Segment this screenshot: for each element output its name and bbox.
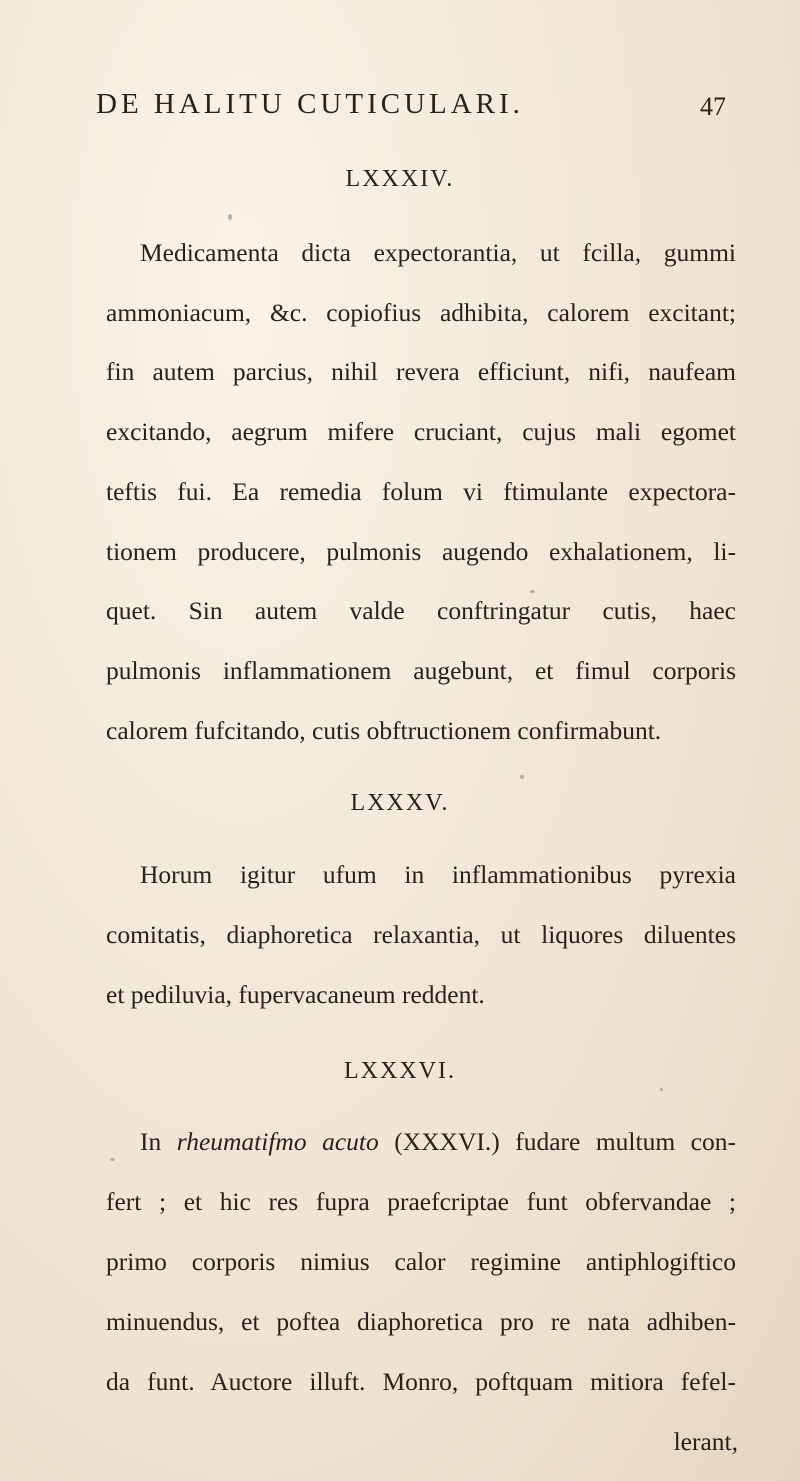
section-heading-85: LXXXV. xyxy=(350,790,450,816)
text-line: fin autem parcius, nihil revera efficiunt, nifi, naufeam xyxy=(106,357,736,386)
text-line: tionem producere, pulmonis augendo exhalationem, li- xyxy=(106,537,736,566)
text-line xyxy=(140,1127,736,1157)
running-title: DE HALITU CUTICULARI. xyxy=(96,88,524,120)
text-line: calorem fufcitando, cutis obftructionem confirmabunt. xyxy=(106,716,662,745)
text-line: minuendus, et poftea diaphoretica pro re nata adhiben- xyxy=(106,1307,736,1336)
text-line: Horum igitur ufum in inflammationibus pyrexia xyxy=(140,860,736,889)
catchword: lerant, xyxy=(673,1427,738,1456)
text-line: ammoniacum, &c. copiofius adhibita, calorem excitant; xyxy=(106,298,736,327)
text-line: excitando, aegrum mifere cruciant, cujus mali egomet xyxy=(106,417,736,446)
paper-speck xyxy=(660,1088,663,1091)
italic-term: rheumatifmo acuto xyxy=(176,1127,379,1156)
paper-speck xyxy=(520,775,524,779)
section-heading-84: LXXXIV. xyxy=(345,166,455,192)
page-number: 47 xyxy=(700,92,726,121)
paper-speck xyxy=(530,590,535,593)
text-line: fert ; et hic res fupra praefcriptae funt obfervandae ; xyxy=(106,1187,736,1216)
text-line: quet. Sin autem valde conftringatur cutis, haec xyxy=(106,596,736,625)
paper-speck xyxy=(110,1158,115,1161)
text-line: primo corporis nimius calor regimine antiphlogiftico xyxy=(106,1247,736,1276)
paper-speck xyxy=(228,214,232,220)
text-line: da funt. Auctore illuft. Monro, poftquam mitiora fefel- xyxy=(106,1367,736,1396)
text-fragment: In xyxy=(140,1127,177,1156)
text-line: pulmonis inflammationem augebunt, et fimul corporis xyxy=(106,656,736,685)
text-line: Medicamenta dicta expectorantia, ut fcilla, gummi xyxy=(140,238,736,267)
text-fragment: (XXXVI.) fudare multum con- xyxy=(378,1127,736,1156)
section-heading-86: LXXXVI. xyxy=(344,1058,456,1084)
text-line: et pediluvia, fupervacaneum reddent. xyxy=(106,980,485,1009)
text-line: teftis fui. Ea remedia folum vi ftimulante expectora- xyxy=(106,477,736,506)
text-line: comitatis, diaphoretica relaxantia, ut liquores diluentes xyxy=(106,920,736,949)
